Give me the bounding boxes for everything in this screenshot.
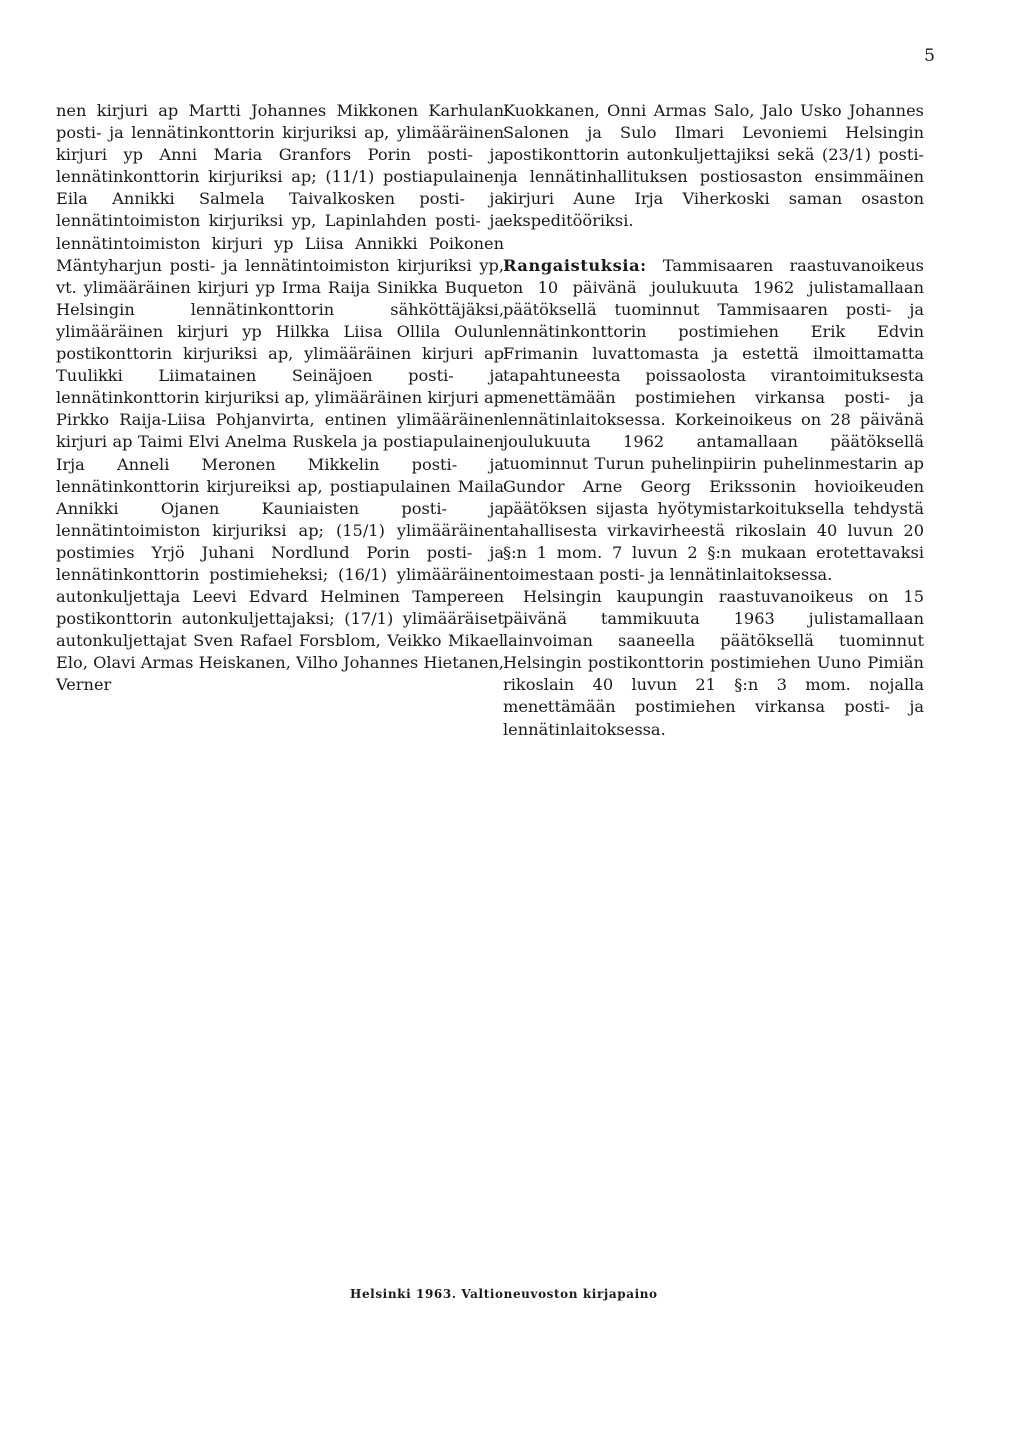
right-paragraph-2-text: Tammisaaren raastuvanoikeus on 10 päivänä joulukuuta 1962 julistamallaan päätöksellä tuominnut Tammisaaren posti- ja lennätinkonttorin postimiehen Erik Edvin Frimanin luvattomasta ja estettä ilmoittamatta tapahtuneesta poissaolosta virantoimituksesta menettämään postimiehen virkansa posti- ja lennätinlaitoksessa. Korkeinoikeus on 28 päivänä joulukuuta 1962 antamallaan päätöksellä tuominnut Turun puhelinpiirin puhelinmestarin ap Gundor Arne Georg Erikssonin hovioikeuden päätöksen sijasta hyötymistarkoituksella tehdystä tahallisesta virkavirheestä rikoslain 40 luvun 20 §:n 1 mom. 7 luvun 2 §:n mukaan erotettavaksi toimestaan posti- ja lennätinlaitoksessa. — [503, 255, 924, 584]
left-paragraph-1: nen kirjuri ap Martti Johannes Mikkonen Karhulan posti- ja lennätinkonttorin kirjuriksi ap, ylimääräinen kirjuri yp Anni Maria Granfors Porin posti- ja lennätinkonttorin kirjuriksi ap; (11/1) postiapulainen Eila Annikki Salmela Taivalkosken posti- ja lennätintoimiston kirjuriksi yp, Lapinlahden posti- ja lennätintoimiston kirjuri yp Liisa Annikki Poikonen Mäntyharjun posti- ja lennätintoimiston kirjuriksi yp, vt. ylimääräinen kirjuri yp Irma Raija Sinikka Buquet Helsingin lennätinkonttorin sähköttäjäksi, ylimääräinen kirjuri yp Hilkka Liisa Ollila Oulun postikonttorin kirjuriksi ap, ylimääräinen kirjuri ap Tuulikki Liimatainen Seinäjoen posti- ja lennätinkonttorin kirjuriksi ap, ylimääräinen kirjuri ap Pirkko Raija-Liisa Pohjanvirta, entinen ylimääräinen kirjuri ap Taimi Elvi Anelma Ruskela ja postiapulainen Irja Anneli Meronen Mikkelin posti- ja lennätinkonttorin kirjureiksi ap, postiapulainen Maila Annikki Ojanen Kauniaisten posti- ja lennätintoimiston kirjuriksi ap; (15/1) ylimääräinen postimies Yrjö Juhani Nordlund Porin posti- ja lennätinkonttorin postimieheksi; (16/1) ylimääräinen autonkuljettaja Leevi Edvard Helminen Tampereen postikonttorin autonkuljettajaksi; (17/1) ylimääräiset autonkuljettajat Sven Rafael Forsblom, Veikko Mikael Elo, Olavi Armas Heiskanen, Vilho Johannes Hietanen, Verner — [56, 101, 504, 695]
page-number: 5 — [924, 46, 935, 66]
right-paragraph-1: Kuokkanen, Onni Armas Salo, Jalo Usko Johannes Salonen ja Sulo Ilmari Levoniemi Helsingin postikonttorin autonkuljettajiksi sekä (23/1) posti- ja lennätinhallituksen postiosaston ensimmäinen kirjuri Aune Irja Viherkoski saman osaston ekspeditööriksi. — [503, 101, 924, 231]
right-paragraph-2 — [503, 255, 924, 586]
right-paragraph-3: Helsingin kaupungin raastuvanoikeus on 15 päivänä tammikuuta 1963 julistamallaan lainvoiman saaneella päätöksellä tuominnut Helsingin postikonttorin postimiehen Uuno Pimiän rikoslain 40 luvun 21 §:n 3 mom. nojalla menettämään postimiehen virkansa posti- ja lennätinlaitoksessa. — [503, 586, 924, 739]
section-heading: Rangaistuksia: — [503, 255, 647, 275]
left-column — [56, 100, 504, 697]
printer-imprint: Helsinki 1963. Valtioneuvoston kirjapaino — [350, 1287, 658, 1301]
right-column — [503, 100, 924, 741]
